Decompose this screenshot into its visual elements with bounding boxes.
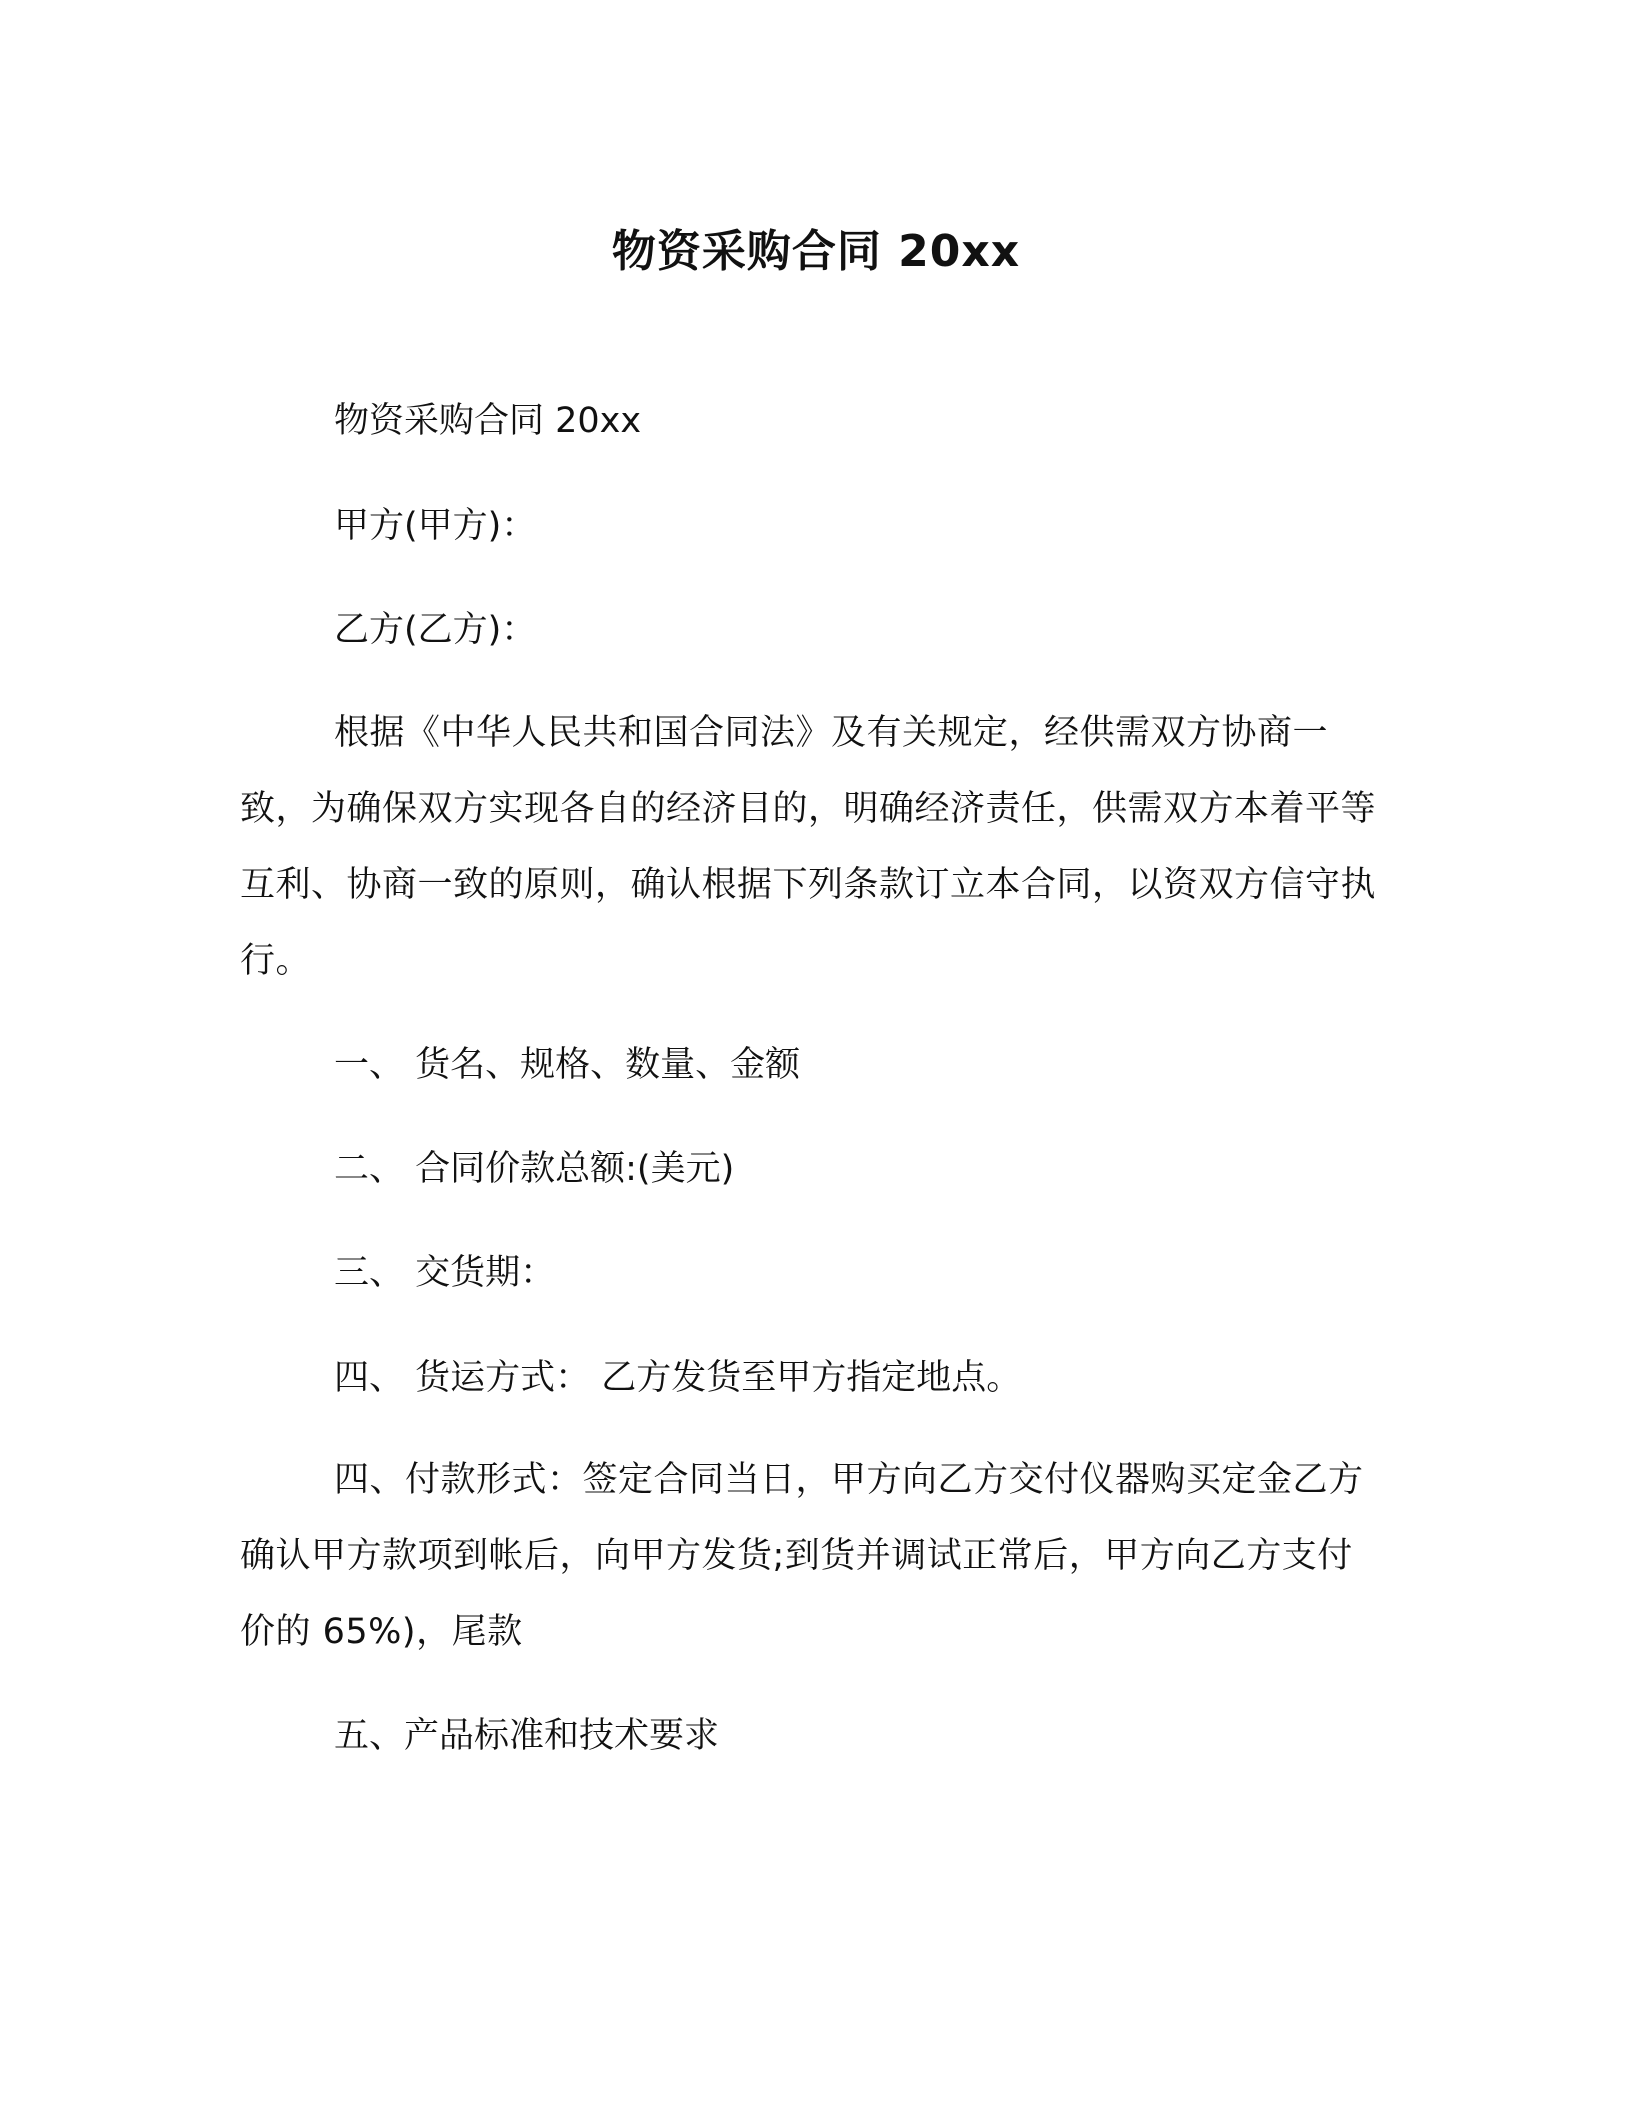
clause-delivery-period: 三、 交货期： — [334, 1253, 556, 1293]
subtitle-line: 物资采购合同 20xx — [334, 401, 642, 441]
clause-total-price: 二、 合同价款总额:(美元) — [334, 1149, 735, 1189]
intro-paragraph: 根据《中华人民共和国合同法》及有关规定，经供需双方协商一致，为确保双方实现各自的经济目的，明确经济责任，供需双方本着平等互利、协商一致的原则，确认根据下列条款订立本合同，以资双方信守执行。 — [240, 713, 1377, 981]
party-b-line: 乙方(乙方)： — [334, 610, 537, 650]
clause-product-standards: 五、产品标准和技术要求 — [334, 1716, 720, 1756]
party-a-line: 甲方(甲方)： — [334, 506, 537, 546]
document-title: 物资采购合同 20xx — [611, 226, 1021, 277]
payment-paragraph: 四、付款形式：签定合同当日，甲方向乙方交付仪器购买定金乙方确认甲方款项到帐后，向甲方发货;到货并调试正常后，甲方向乙方支付价的 65%)，尾款 — [240, 1460, 1364, 1652]
clause-goods: 一、 货名、规格、数量、金额 — [334, 1045, 801, 1085]
clause-shipping-method: 四、 货运方式： 乙方发货至甲方指定地点。 — [334, 1358, 1022, 1398]
